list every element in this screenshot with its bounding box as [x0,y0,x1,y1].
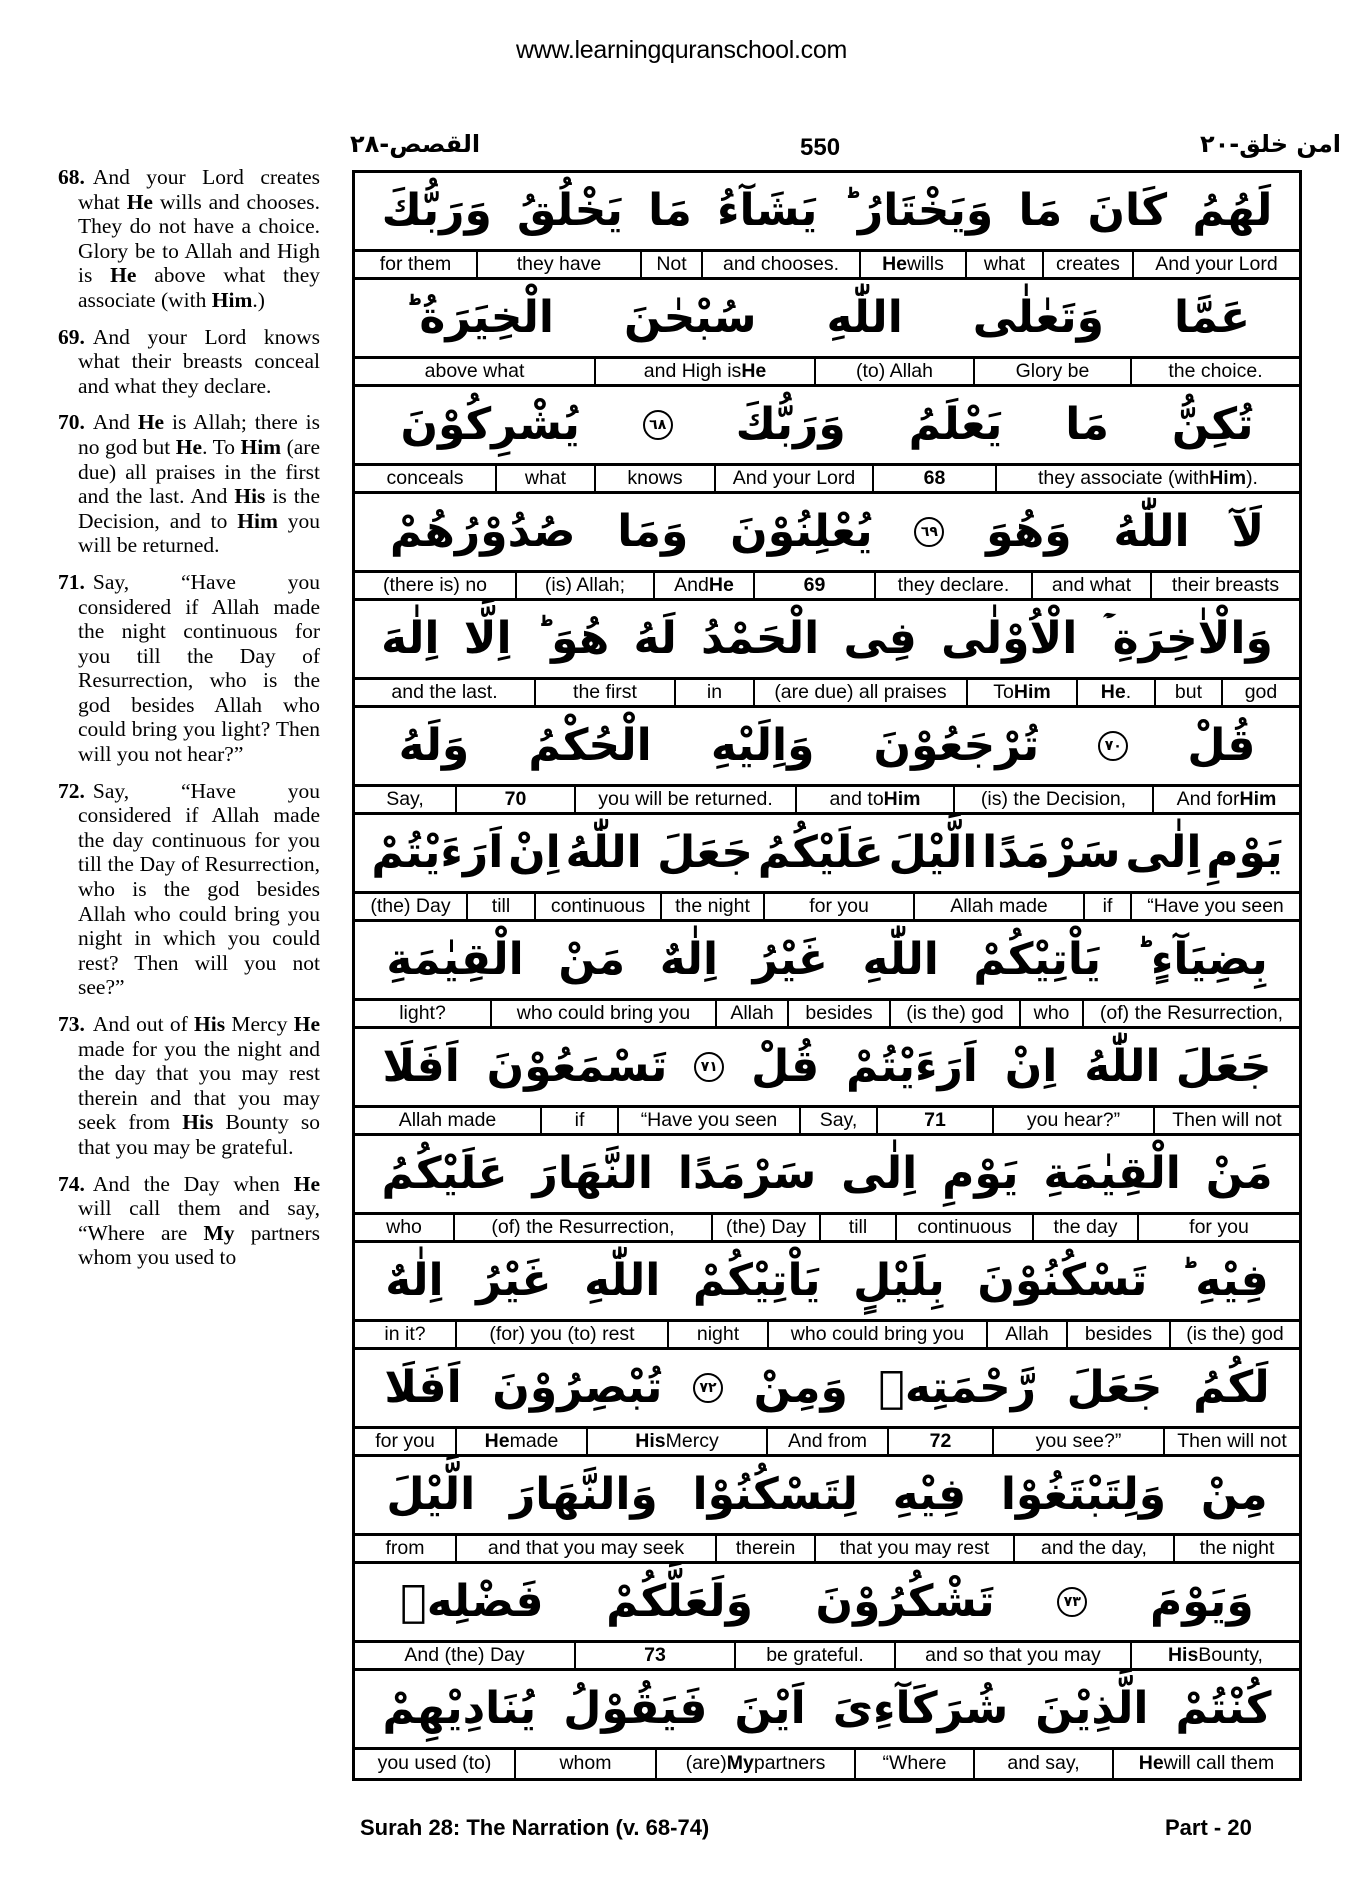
arabic-word: غَيْرُ [752,934,828,985]
surah-label-arabic: القصص-٢٨ [350,130,481,158]
arabic-word: الْقِيٰمَةِ [1043,1148,1181,1199]
arabic-word: كَانَ [1087,185,1168,236]
ayah-end-marker-icon: ٧١ [694,1052,724,1082]
arabic-word: عَلَيْكُمُ [381,1148,508,1199]
arabic-word: تُرْجَعُوْنَ [873,720,1040,771]
verse-number-cell: 71 [876,1108,992,1133]
arabic-row [355,922,1299,1001]
arabic-word: الْحَمْدُ [701,613,820,664]
arabic-word: اِلٰهٌ [659,934,719,985]
verse-number: 70. [58,410,85,435]
arabic-word: وَيَوْمَ [1149,1576,1254,1627]
gloss-cell: (are) My partners [655,1750,854,1778]
arabic-row [355,1671,1299,1750]
gloss-cell: He . [1076,680,1154,705]
verse-row-pair [355,1136,1299,1243]
english-gloss-row [355,466,1299,494]
arabic-row [355,387,1299,466]
gloss-cell: (is the) god [889,1001,1019,1026]
verse-text: And your Lord knows what their breasts conceal and what they declare. [78,324,320,398]
arabic-row [355,1350,1299,1429]
arabic-word: اِلٰهٌ [385,1255,444,1306]
translation-verse [58,325,320,399]
gloss-cell: (there is) no [382,573,488,596]
gloss-cell: He made [455,1429,586,1454]
gloss-cell: and to Him [795,787,953,812]
verse-number-cell: 72 [887,1429,992,1454]
arabic-word: وَهُوَ [986,506,1072,557]
gloss-cell: Not [640,252,701,277]
english-gloss-row [355,1643,1299,1671]
gloss-cell: whom [514,1750,655,1778]
arabic-word: لَهُ [633,613,677,664]
verse-row-pair [355,1671,1299,1778]
arabic-word: لَكُمُ [1193,1362,1270,1413]
arabic-word: فَيَقُوْلُ [563,1683,708,1734]
arabic-word: تَسْكُنُوْنَ [977,1255,1148,1306]
gloss-cell: Allah made [398,1108,497,1131]
ayah-end-marker-icon: ٧٣ [1057,1587,1087,1617]
verse-row-pair [355,173,1299,280]
gloss-cell: Allah [986,1322,1066,1347]
verse-text: And He is Allah; there is no god but He. To Him (are due) all praises in the first and the last. And His is the Decision, and to Him you will be returned. [78,410,321,558]
arabic-word: وَرَبُّكَ [381,185,492,236]
gloss-cell: Say, [386,787,424,810]
gloss-cell: for you [375,1429,435,1452]
gloss-cell: if [540,1108,617,1133]
arabic-word: قُلْ [751,1041,820,1092]
gloss-cell: who [1019,1001,1082,1026]
gloss-cell: in it? [384,1322,426,1345]
verse-row-pair [355,708,1299,815]
arabic-word: وَالْاٰخِرَةِ ۡ [1101,613,1273,664]
verse-number: 72. [58,778,85,803]
arabic-word: اِنْ [508,827,561,878]
para-label-arabic: امن خلق-٢٠ [1200,130,1342,158]
gloss-cell: the choice. [1130,359,1299,384]
arabic-word: الَّذِيْنَ [1035,1683,1149,1734]
arabic-word: وَيَخْتَارُ ؕ [842,185,994,236]
english-gloss-row [355,1429,1299,1457]
gloss-cell: from [385,1536,425,1559]
english-gloss-row [355,252,1299,280]
gloss-cell: they associate (with Him ). [995,466,1299,491]
arabic-word: سَرْمَدًا [982,827,1121,878]
gloss-cell: (is) the Decision, [953,787,1152,812]
arabic-word: اَرَءَيْتُمْ [846,1041,978,1092]
page-number: 550 [800,134,841,161]
gloss-cell: and say, [973,1750,1112,1778]
verse-row-pair [355,922,1299,1029]
arabic-word: اَفَلَا [382,1041,460,1092]
verse-row-pair [355,1564,1299,1671]
arabic-word: يَوْمِ [1206,827,1283,878]
arabic-word: لِتَسْكُنُوْا [692,1469,858,1520]
arabic-row [355,1457,1299,1536]
arabic-row [355,173,1299,252]
arabic-word: قُلْ [1187,720,1256,771]
verse-row-pair [355,1457,1299,1564]
arabic-word: رَّحْمَتِهٖ [878,1362,1037,1413]
gloss-cell: conceals [386,466,464,489]
arabic-word: جَعَلَ اللّٰهُ [565,827,753,878]
gloss-cell: (the) Day [711,1215,819,1240]
arabic-word: مَا [648,185,692,236]
arabic-word: فِى [843,613,917,664]
gloss-cell: night [667,1322,767,1347]
gloss-cell: light? [399,1001,446,1024]
arabic-word: يَوْمِ [942,1148,1019,1199]
gloss-cell: till [466,894,534,919]
arabic-word: اللّٰهِ [584,1255,661,1306]
gloss-cell: the night [1173,1536,1299,1561]
ayah-end-marker-icon: ٦٩ [914,517,944,547]
arabic-row [355,494,1299,573]
arabic-word: فِيْهِ ؕ [1179,1255,1269,1306]
arabic-word: اَيْنَ [734,1683,806,1734]
gloss-cell: the day [1032,1215,1137,1240]
arabic-row [355,1136,1299,1215]
arabic-word: الْاُوْلٰى [941,613,1078,664]
gloss-cell: His Mercy [586,1429,766,1454]
arabic-word: وَاِلَيْهِ [710,720,815,771]
verse-number: 71. [58,569,85,594]
verse-row-pair [355,494,1299,601]
gloss-cell: you hear?” [992,1108,1153,1133]
english-gloss-row [355,359,1299,387]
arabic-word: عَلَيْكُمُ [757,827,884,878]
arabic-word: جَعَلَ [1066,1362,1163,1413]
verse-text: And your Lord creates what He wills and chooses. They do not have a choice. Glory be to Allah and High is He above what they associate (with Him.) [78,165,320,312]
arabic-word: سَرْمَدًا [677,1148,817,1199]
gloss-cell: He will call them [1112,1750,1299,1778]
gloss-cell: therein [715,1536,814,1561]
arabic-word: اِلَّا [463,613,512,664]
gloss-cell: for you [763,894,913,919]
gloss-cell: And (the) Day [404,1643,525,1666]
gloss-cell: Allah made [913,894,1083,919]
gloss-cell: creates [1042,252,1132,277]
verse-row-pair [355,387,1299,494]
gloss-cell: but [1154,680,1221,705]
arabic-row [355,708,1299,787]
arabic-word: تَشْكُرُوْنَ [815,1576,995,1627]
gloss-cell: He wills [859,252,965,277]
arabic-word: وَمِنْ [753,1362,848,1413]
english-gloss-row [355,1001,1299,1029]
gloss-cell: who [386,1215,422,1238]
gloss-cell: continuous [534,894,660,919]
verse-number-cell: 68 [872,466,995,491]
translation-verse [58,779,320,1000]
gloss-cell: god [1221,680,1299,705]
arabic-word: وَتَعٰلٰى [972,292,1104,343]
arabic-word: غَيْرُ [476,1255,552,1306]
gloss-cell: And your Lord [1132,252,1299,277]
gloss-cell: (of) the Resurrection, [1082,1001,1299,1026]
arabic-word: اللّٰهُ [1113,506,1190,557]
gloss-cell: Then will not [1163,1429,1299,1454]
verse-number-cell: 73 [574,1643,734,1668]
english-gloss-row [355,1750,1299,1778]
arabic-word: اِلٰهَ [381,613,440,664]
gloss-cell: that you may rest [814,1536,1013,1561]
gloss-cell: you used (to) [377,1752,492,1775]
verse-row-pair [355,1243,1299,1350]
gloss-cell: and that you may seek [455,1536,715,1561]
gloss-cell: who could bring you [767,1322,986,1347]
gloss-cell: “Where [854,1750,973,1778]
arabic-word: اِلٰى [841,1148,918,1199]
english-gloss-row [355,1536,1299,1564]
arabic-word: عَمَّا [1173,292,1251,343]
gloss-cell: besides [787,1001,889,1026]
gloss-cell: for them [379,252,452,275]
verse-row-pair [355,1029,1299,1136]
arabic-row [355,1029,1299,1108]
arabic-word: لَآ [1231,506,1265,557]
gloss-cell: And He [653,573,753,598]
footer-surah-title: Surah 28: The Narration (v. 68-74) [360,1815,710,1840]
arabic-word: مَنْ [558,934,626,985]
arabic-word: الَّيْلَ [888,827,978,878]
gloss-cell: (is the) god [1169,1322,1299,1347]
english-gloss-row [355,787,1299,815]
arabic-row [355,280,1299,359]
arabic-word: كُنْتُمْ [1175,1683,1272,1734]
arabic-word: يَخْلُقُ [517,185,623,236]
arabic-word: اللّٰهِ [862,934,939,985]
arabic-word: وَمَا [617,506,689,557]
arabic-word: هُوَ ؕ [535,613,610,664]
gloss-cell: Allah [715,1001,787,1026]
arabic-word: الْقِيٰمَةِ [386,934,524,985]
footer-part: Part - 20 [1165,1815,1252,1840]
arabic-word: وَلَهُ [398,720,470,771]
arabic-word: يَشَآءُ [717,185,818,236]
gloss-cell: and the day, [1013,1536,1173,1561]
arabic-word: الْخِيَرَةُ ؕ [404,292,555,343]
arabic-word: تُكِنُّ [1171,399,1254,450]
gloss-cell: what [495,466,594,491]
verse-row-pair [355,280,1299,387]
arabic-word: مَا [1018,185,1063,236]
gloss-cell: Say, [799,1108,876,1133]
gloss-cell: (of) the Resurrection, [453,1215,711,1240]
arabic-word: اِنْ [1004,1041,1058,1092]
gloss-cell: (are due) all praises [753,680,966,705]
arabic-word: وَالنَّهَارَ [509,1469,658,1520]
arabic-word: بِلَيْلٍ [853,1255,945,1306]
gloss-cell: and so that you may [894,1643,1130,1668]
gloss-cell: “Have you seen [617,1108,799,1133]
gloss-cell: Glory be [973,359,1130,384]
verse-number: 73. [58,1012,85,1036]
gloss-cell: (for) you (to) rest [455,1322,667,1347]
translation-verse [58,1172,320,1270]
verse-number: 69. [58,324,85,349]
gloss-cell: above what [424,359,525,382]
arabic-word: سُبْحٰنَ [624,292,757,343]
gloss-cell: (the) Day [370,894,451,917]
site-url[interactable]: www.learningquranschool.com [516,36,847,64]
arabic-word: فِيْهِ [892,1469,967,1520]
gloss-cell: till [819,1215,895,1240]
verse-text: Say, “Have you considered if Allah made the night continuous for you till the Day of Resurrection, who is the god besides Allah who could bring you light? Then will you not hear?” [78,569,320,767]
english-gloss-row [355,1108,1299,1136]
verse-number: 68. [58,165,85,189]
english-gloss-row [355,1322,1299,1350]
arabic-word: يَاْتِيْكُمْ [692,1255,821,1306]
arabic-row [355,601,1299,680]
gloss-cell: and High is He [594,359,814,384]
verse-row-pair [355,601,1299,708]
arabic-row [355,815,1299,894]
arabic-word: مِنْ [1200,1469,1268,1520]
arabic-word: شُرَكَآءِىَ [832,1683,1009,1734]
english-gloss-row [355,894,1299,922]
gloss-cell: knows [594,466,714,491]
gloss-cell: And for Him [1152,787,1299,812]
arabic-word: صُدُوْرُهُمْ [389,506,576,557]
arabic-word: يَاْتِيْكُمْ [973,934,1101,985]
translation-verse [58,410,320,558]
gloss-cell: Then will not [1153,1108,1299,1133]
verse-row-pair [355,1350,1299,1457]
arabic-word: وَرَبُّكَ [735,399,846,450]
english-gloss-row [355,680,1299,708]
arabic-word: يُشْرِكُوْنَ [400,399,580,450]
arabic-word: مَا [1065,399,1110,450]
gloss-cell: besides [1066,1322,1169,1347]
arabic-word: اَرَءَيْتُمْ [371,827,504,878]
gloss-cell: To Him [966,680,1076,705]
ayah-end-marker-icon: ٧٢ [693,1373,723,1403]
gloss-cell: their breasts [1150,573,1299,598]
arabic-word: لَهُمُ [1192,185,1273,236]
gloss-cell: the first [534,680,674,705]
gloss-cell: in [674,680,753,705]
verse-text: And out of His Mercy He made for you the night and the day that you may rest therein and that you may seek from His Bounty so that you may be grateful. [78,1012,321,1159]
gloss-cell: the night [660,894,763,919]
arabic-word: تُبْصِرُوْنَ [492,1362,663,1413]
arabic-word: جَعَلَ اللّٰهُ [1084,1041,1272,1092]
gloss-cell: you will be returned. [574,787,795,812]
verse-text: And the Day when He will call them and say, “Where are My partners whom you used to [78,1171,321,1270]
translation-verse [58,165,320,313]
arabic-word: مَنْ [1205,1148,1273,1199]
gloss-cell: And your Lord [714,466,872,491]
gloss-cell: “Have you seen [1130,894,1299,919]
english-gloss-row [355,1215,1299,1243]
gloss-cell: continuous [895,1215,1032,1240]
arabic-word: وَلِتَبْتَغُوْا [1000,1469,1167,1520]
gloss-cell: be grateful. [734,1643,894,1668]
ayah-end-marker-icon: ٧٠ [1098,731,1128,761]
gloss-cell: for you [1137,1215,1299,1240]
arabic-word: اللّٰهِ [826,292,903,343]
gloss-cell: who could bring you [490,1001,715,1026]
translation-column [58,165,320,1282]
arabic-word: يَعْلَمُ [908,399,1003,450]
gloss-cell: they have [476,252,640,277]
gloss-cell: what [965,252,1042,277]
translation-verse [58,1012,320,1160]
translation-verse [58,570,320,767]
gloss-cell: (to) Allah [814,359,973,384]
arabic-word: الَّيْلَ [386,1469,476,1520]
verse-text: Say, “Have you considered if Allah made the day continuous for you till the Day of Resurrection, who is the god besides Allah who could bring you night in which you could rest? Then will you not see?” [78,778,320,1000]
arabic-word: فَضْلِهٖ [400,1576,544,1627]
gloss-cell: and chooses. [701,252,859,277]
arabic-word: تَسْمَعُوْنَ [486,1041,668,1092]
arabic-word: وَلَعَلَّكُمْ [606,1576,753,1627]
ayah-end-marker-icon: ٦٨ [643,410,673,440]
gloss-cell: if [1083,894,1130,919]
arabic-word: اَفَلَا [384,1362,462,1413]
arabic-row [355,1564,1299,1643]
gloss-cell: they declare. [874,573,1031,598]
gloss-cell: And from [766,1429,887,1454]
arabic-row [355,1243,1299,1322]
arabic-word: يُنَادِيْهِمْ [382,1683,537,1734]
verse-number: 74. [58,1171,85,1196]
arabic-word: النَّهَارَ [532,1148,653,1199]
arabic-word: اِلٰى [1125,827,1202,878]
verse-row-pair [355,815,1299,922]
gloss-cell: and the last. [391,680,498,703]
gloss-cell: His Bounty, [1130,1643,1299,1668]
arabic-word: يُعْلِنُوْنَ [730,506,873,557]
arabic-word: بِضِيَآءٍ ؕ [1135,934,1268,985]
gloss-cell: and what [1031,573,1150,598]
arabic-word: الْحُكْمُ [528,720,652,771]
verse-number-cell: 69 [753,573,874,598]
verse-number-cell: 70 [455,787,574,812]
gloss-cell: you see?” [992,1429,1163,1454]
gloss-cell: (is) Allah; [515,573,653,598]
word-by-word-grid [352,170,1302,1781]
english-gloss-row [355,573,1299,601]
